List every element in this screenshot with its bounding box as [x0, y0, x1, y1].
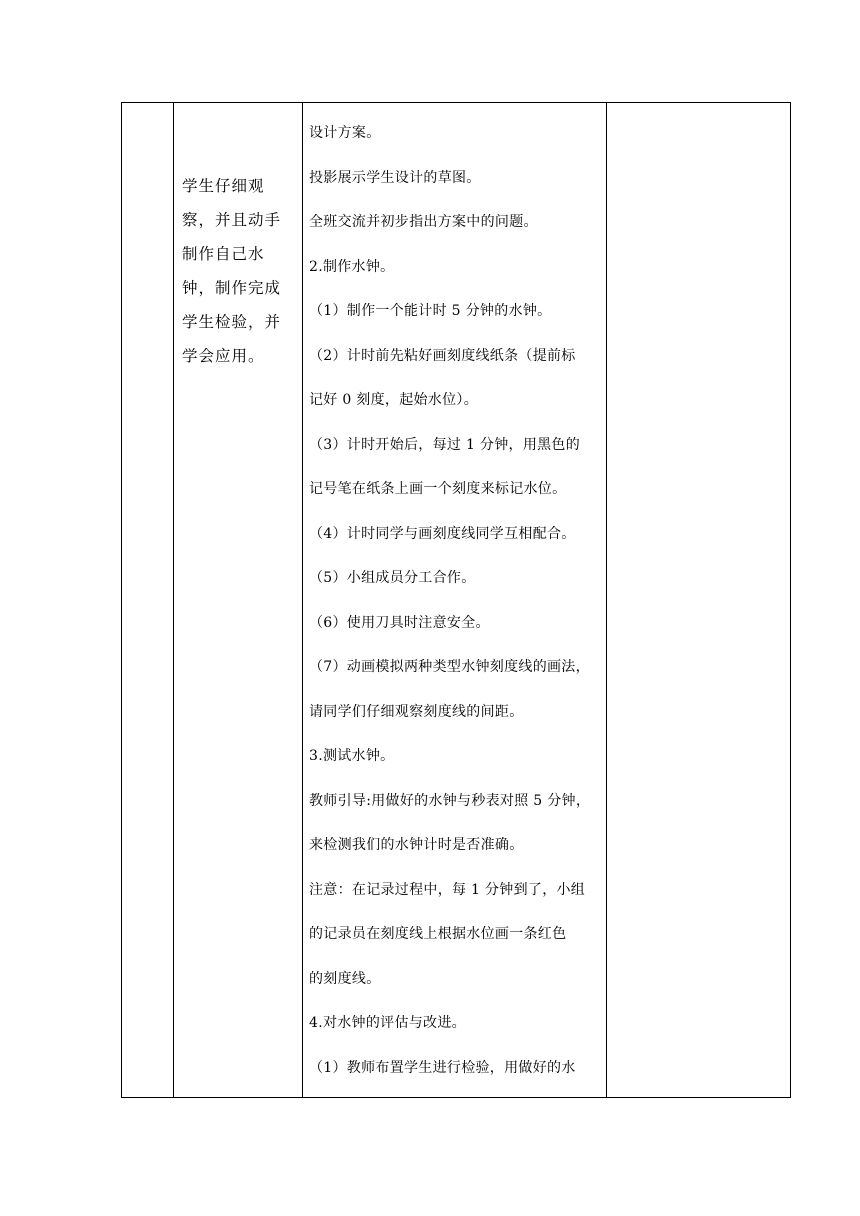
- teacher-line: （7）动画模拟两种类型水钟刻度线的画法，: [309, 659, 590, 675]
- teacher-line: （6）使用刀具时注意安全。: [309, 614, 490, 631]
- teacher-line: 4.对水钟的评估与改进。: [309, 1015, 466, 1031]
- student-activity-text: 学生仔细观察，并且动手制作自己水钟，制作完成学生检验，并学会应用。: [182, 177, 282, 365]
- teacher-line: 注意：在记录过程中，每 1 分钟到了，小组: [309, 881, 586, 898]
- teacher-line: （5）小组成员分工合作。: [309, 570, 476, 586]
- teacher-line: 记好 0 刻度，起始水位）。: [309, 392, 479, 408]
- student-activity-cell: [174, 103, 303, 1098]
- teacher-line: （3）计时开始后，每过 1 分钟，用黑色的: [309, 436, 581, 453]
- table-row: [122, 103, 791, 1098]
- teacher-line: 3.测试水钟。: [309, 748, 395, 764]
- teacher-line: 的记录员在刻度线上根据水位画一条红色: [309, 926, 567, 942]
- teacher-line: （1）教师布置学生进行检验，用做好的水: [309, 1059, 576, 1076]
- teacher-line: 全班交流并初步指出方案中的问题。: [309, 214, 538, 230]
- empty-cell: [122, 103, 174, 1098]
- teacher-line: 投影展示学生设计的草图。: [309, 169, 481, 186]
- teacher-line: 2.制作水钟。: [309, 258, 395, 275]
- teacher-line: 记号笔在纸条上画一个刻度来标记水位。: [309, 481, 567, 497]
- teacher-line: 的刻度线。: [309, 970, 381, 987]
- lesson-plan-table: [121, 102, 791, 1098]
- teacher-activity-cell: [303, 103, 607, 1098]
- teacher-line: （4）计时同学与画刻度线同学互相配合。: [309, 525, 576, 542]
- teacher-line: 教师引导:用做好的水钟与秒表对照 5 分钟，: [309, 792, 591, 809]
- teacher-line: （1）制作一个能计时 5 分钟的水钟。: [309, 303, 552, 319]
- teacher-line: 设计方案。: [309, 125, 381, 141]
- teacher-line: （2）计时前先粘好画刻度线纸条（提前标: [309, 347, 576, 364]
- teacher-line: 请同学们仔细观察刻度线的间距。: [309, 703, 524, 720]
- teacher-line: 来检测我们的水钟计时是否准确。: [309, 837, 524, 853]
- notes-cell: [607, 103, 791, 1098]
- teacher-activity-text: [303, 103, 606, 1090]
